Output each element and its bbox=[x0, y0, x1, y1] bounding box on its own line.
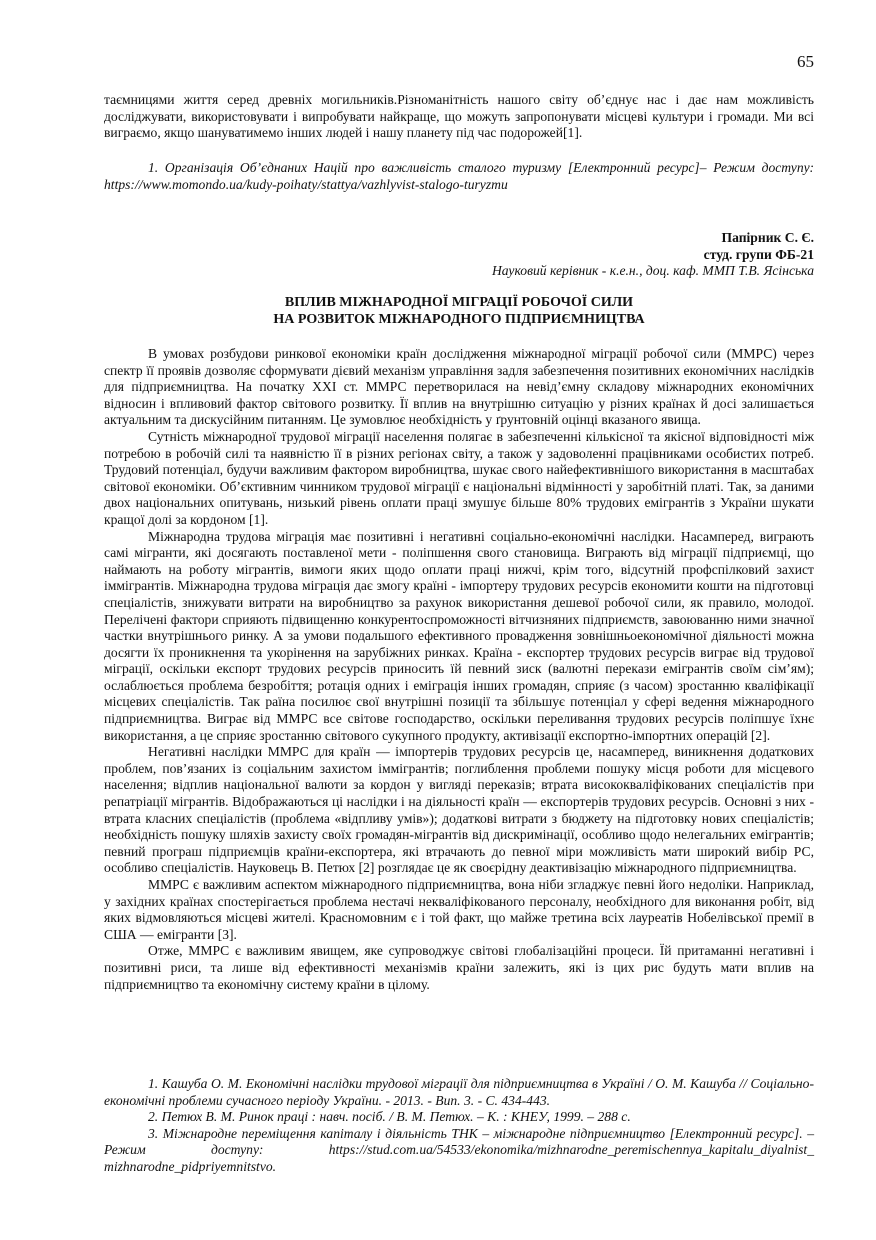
author-name: Папірник С. Є. bbox=[721, 230, 814, 245]
title-line-2: НА РОЗВИТОК МІЖНАРОДНОГО ПІДПРИЄМНИЦТВА bbox=[273, 311, 645, 327]
reference-item: 3. Міжнародне переміщення капіталу і діяльність ТНК – міжнародне підприємництво [Електронний ресурс]. – Режим доступу: https://stud.com.ua/54533/ekonomika/mizhnarodne_peremischennya_kapitalu_diyalnist_ mizhnarodne_pidpriyemnitstvo. bbox=[104, 1125, 814, 1174]
body-paragraph: ММРС є важливим аспектом міжнародного підприємництва, вона ніби згладжує певні його недоліки. Наприклад, у західних країнах спостерігається проблема нестачі некваліфікованого персоналу, необхідного для виконання робіт, від яких відмовляються місцеві жителі. Красномовним є і той факт, що майже третина всіх лауреатів Нобелівської премії в США — емігранти [3]. bbox=[104, 877, 814, 942]
reference-item: 1. Кашуба О. М. Економічні наслідки трудової міграції для підприємництва в Україні / О. М. Кашуба // Соціально-економічні проблеми сучасного періоду України. - 2013. - Вип. 3. - С. 434-443. bbox=[104, 1076, 814, 1108]
article-body bbox=[104, 346, 814, 993]
previous-reference: 1. Організація Об’єднаних Націй про важливість сталого туризму [Електронний ресурс]– Режим доступу: https://www.momondo.ua/kudy-poihaty/stattya/vazhlyvist-stalogo-turyzmu bbox=[104, 160, 814, 192]
references-list bbox=[104, 1076, 814, 1176]
reference-item: 2. Петюх В. М. Ринок праці : навч. посіб. / В. М. Петюх. – К. : КНЕУ, 1999. – 288 с. bbox=[148, 1109, 631, 1125]
page-number: 65 bbox=[797, 52, 814, 71]
body-paragraph: Отже, ММРС є важливим явищем, яке супроводжує світові глобалізаційні процеси. Їй притаманні негативні і позитивні риси, та лише від ефективності механізмів країни залежить, які із цих рис будуть мати вплив на підприємництво та економічну систему країни в цілому. bbox=[104, 943, 814, 992]
article-title bbox=[104, 295, 814, 328]
body-paragraph: В умовах розбудови ринкової економіки країн дослідження міжнародної міграції робочої сили (ММРС) через спектр її проявів дозволяє сформувати дієвий механізм управління задля забезпечення позитивних економічних наслідків для підприємництва. На початку ХХІ ст. ММРС перетворилася на невід’ємну складову міжнародних економічних відносин і впливовий фактор світового розвитку. Її вплив на внутрішню ситуацію у різних країнах й досі залишається актуальним та дискусійним питанням. Це зумовлює необхідність у ґрунтовній оцінці вказаного явища. bbox=[104, 346, 814, 428]
intro-paragraph: таємницями життя серед древніх могильників.Різноманітність нашого світу об’єднує нас і дає нам можливість досліджувати, використовувати і випробувати найкраще, що можуть запропонувати місцеві культури і громади. Ми всі виграємо, якщо шануватимемо інших людей і нашу планету під час подорожей[1]. bbox=[104, 92, 814, 141]
supervisor: Науковий керівник - к.е.н., доц. каф. ММП Т.В. Ясінська bbox=[491, 263, 814, 279]
body-paragraph: Негативні наслідки ММРС для країн — імпортерів трудових ресурсів це, насамперед, виникнення додаткових проблем, пов’язаних із соціальним захистом іммігрантів; поглиблення проблеми пошуку місця роботи для місцевого населення; відплив національної валюти за кордон у вигляді переказів; втрата висококваліфікованих спеціалістів при репатріації мігрантів. Відображаються ці наслідки і на діяльності країн — експортерів трудових ресурсів. Основні з них - втрата класних спеціалістів (проблема «відпливу умів»); додаткові витрати з бюджету на підготовку нових спеціалістів; необхідність пошуку шляхів захисту своїх громадян-мігрантів від дискримінації, особливо щодо нелегальних емігрантів; певний програш підприємців країни-експортера, які втрачають до певної міри можливість мати широкий вибір РС, особливо спеціалістів. Науковець В. Петюх [2] розглядає це як своєрідну деактивізацію міжнародного підприємництва. bbox=[104, 744, 814, 876]
author-block bbox=[104, 230, 814, 280]
body-paragraph: Міжнародна трудова міграція має позитивні і негативні соціально-економічні наслідки. Насамперед, виграють самі мігранти, які досягають поставленої мети - поліпшення свого становища. Виграють від міграції підприємці, що наймають на роботу мігрантів, вимоги яких щодо оплати праці нижчі, крім того, відсутній профспілковий захист іммігрантів. Міжнародна трудова міграція дає змогу країні - імпортеру трудових ресурсів економити кошти на підготовці спеціалістів, знижувати витрати на виробництво за рахунок використання дешевої робочої сили, як правило, молодої. Перелічені фактори сприяють підвищенню конкурентоспроможності вітчизняних підприємств, завоюванню ними значної частки внутрішнього ринку. А за умови подальшого ефективного провадження зовнішньоекономічної діяльності можна досягти їх проникнення та укорінення на зарубіжних ринках. Країна - експортер трудових ресурсів виграє від трудової міграції, оскільки експорт трудових ресурсів приносить їй певний зиск (валютні перекази емігрантів своїм сім’ям); ослаблюється проблема безробіття; ротація одних і еміграція інших громадян, сприяє (з часом) зростанню кваліфікації місцевих спеціалістів. Так раїна посилює свої внутрішні позиції та збільшує потенціал у сфері ведення міжнародного підприємництва. Виграє від ММРС все світове господарство, оскільки переливання трудових ресурсів поліпшує їхнє використання, а це сприяє зростанню світового сукупного продукту, активізації експортно-імпортних операцій [2]. bbox=[104, 528, 814, 743]
title-line-1: ВПЛИВ МІЖНАРОДНОЇ МІГРАЦІЇ РОБОЧОЇ СИЛИ bbox=[284, 295, 634, 310]
body-paragraph: Сутність міжнародної трудової міграції населення полягає в забезпеченні кількісної та якісної відповідності між потребою в робочій силі та наявністю її в різних регіонах світу, а також у задоволенні працівниками особистих потреб. Трудовий потенціал, будучи важливим фактором виробництва, шукає свого найефективнішого використання в масштабах світової економіки. Об’єктивним чинником трудової міграції є національні відмінності у заробітній платі. Так, за даними двох національних опитувань, низький рівень оплати праці змушує більше 80% трудових емігрантів з України шукати кращої долі за кордоном [1]. bbox=[104, 428, 814, 527]
author-group: студ. групи ФБ-21 bbox=[703, 246, 814, 262]
